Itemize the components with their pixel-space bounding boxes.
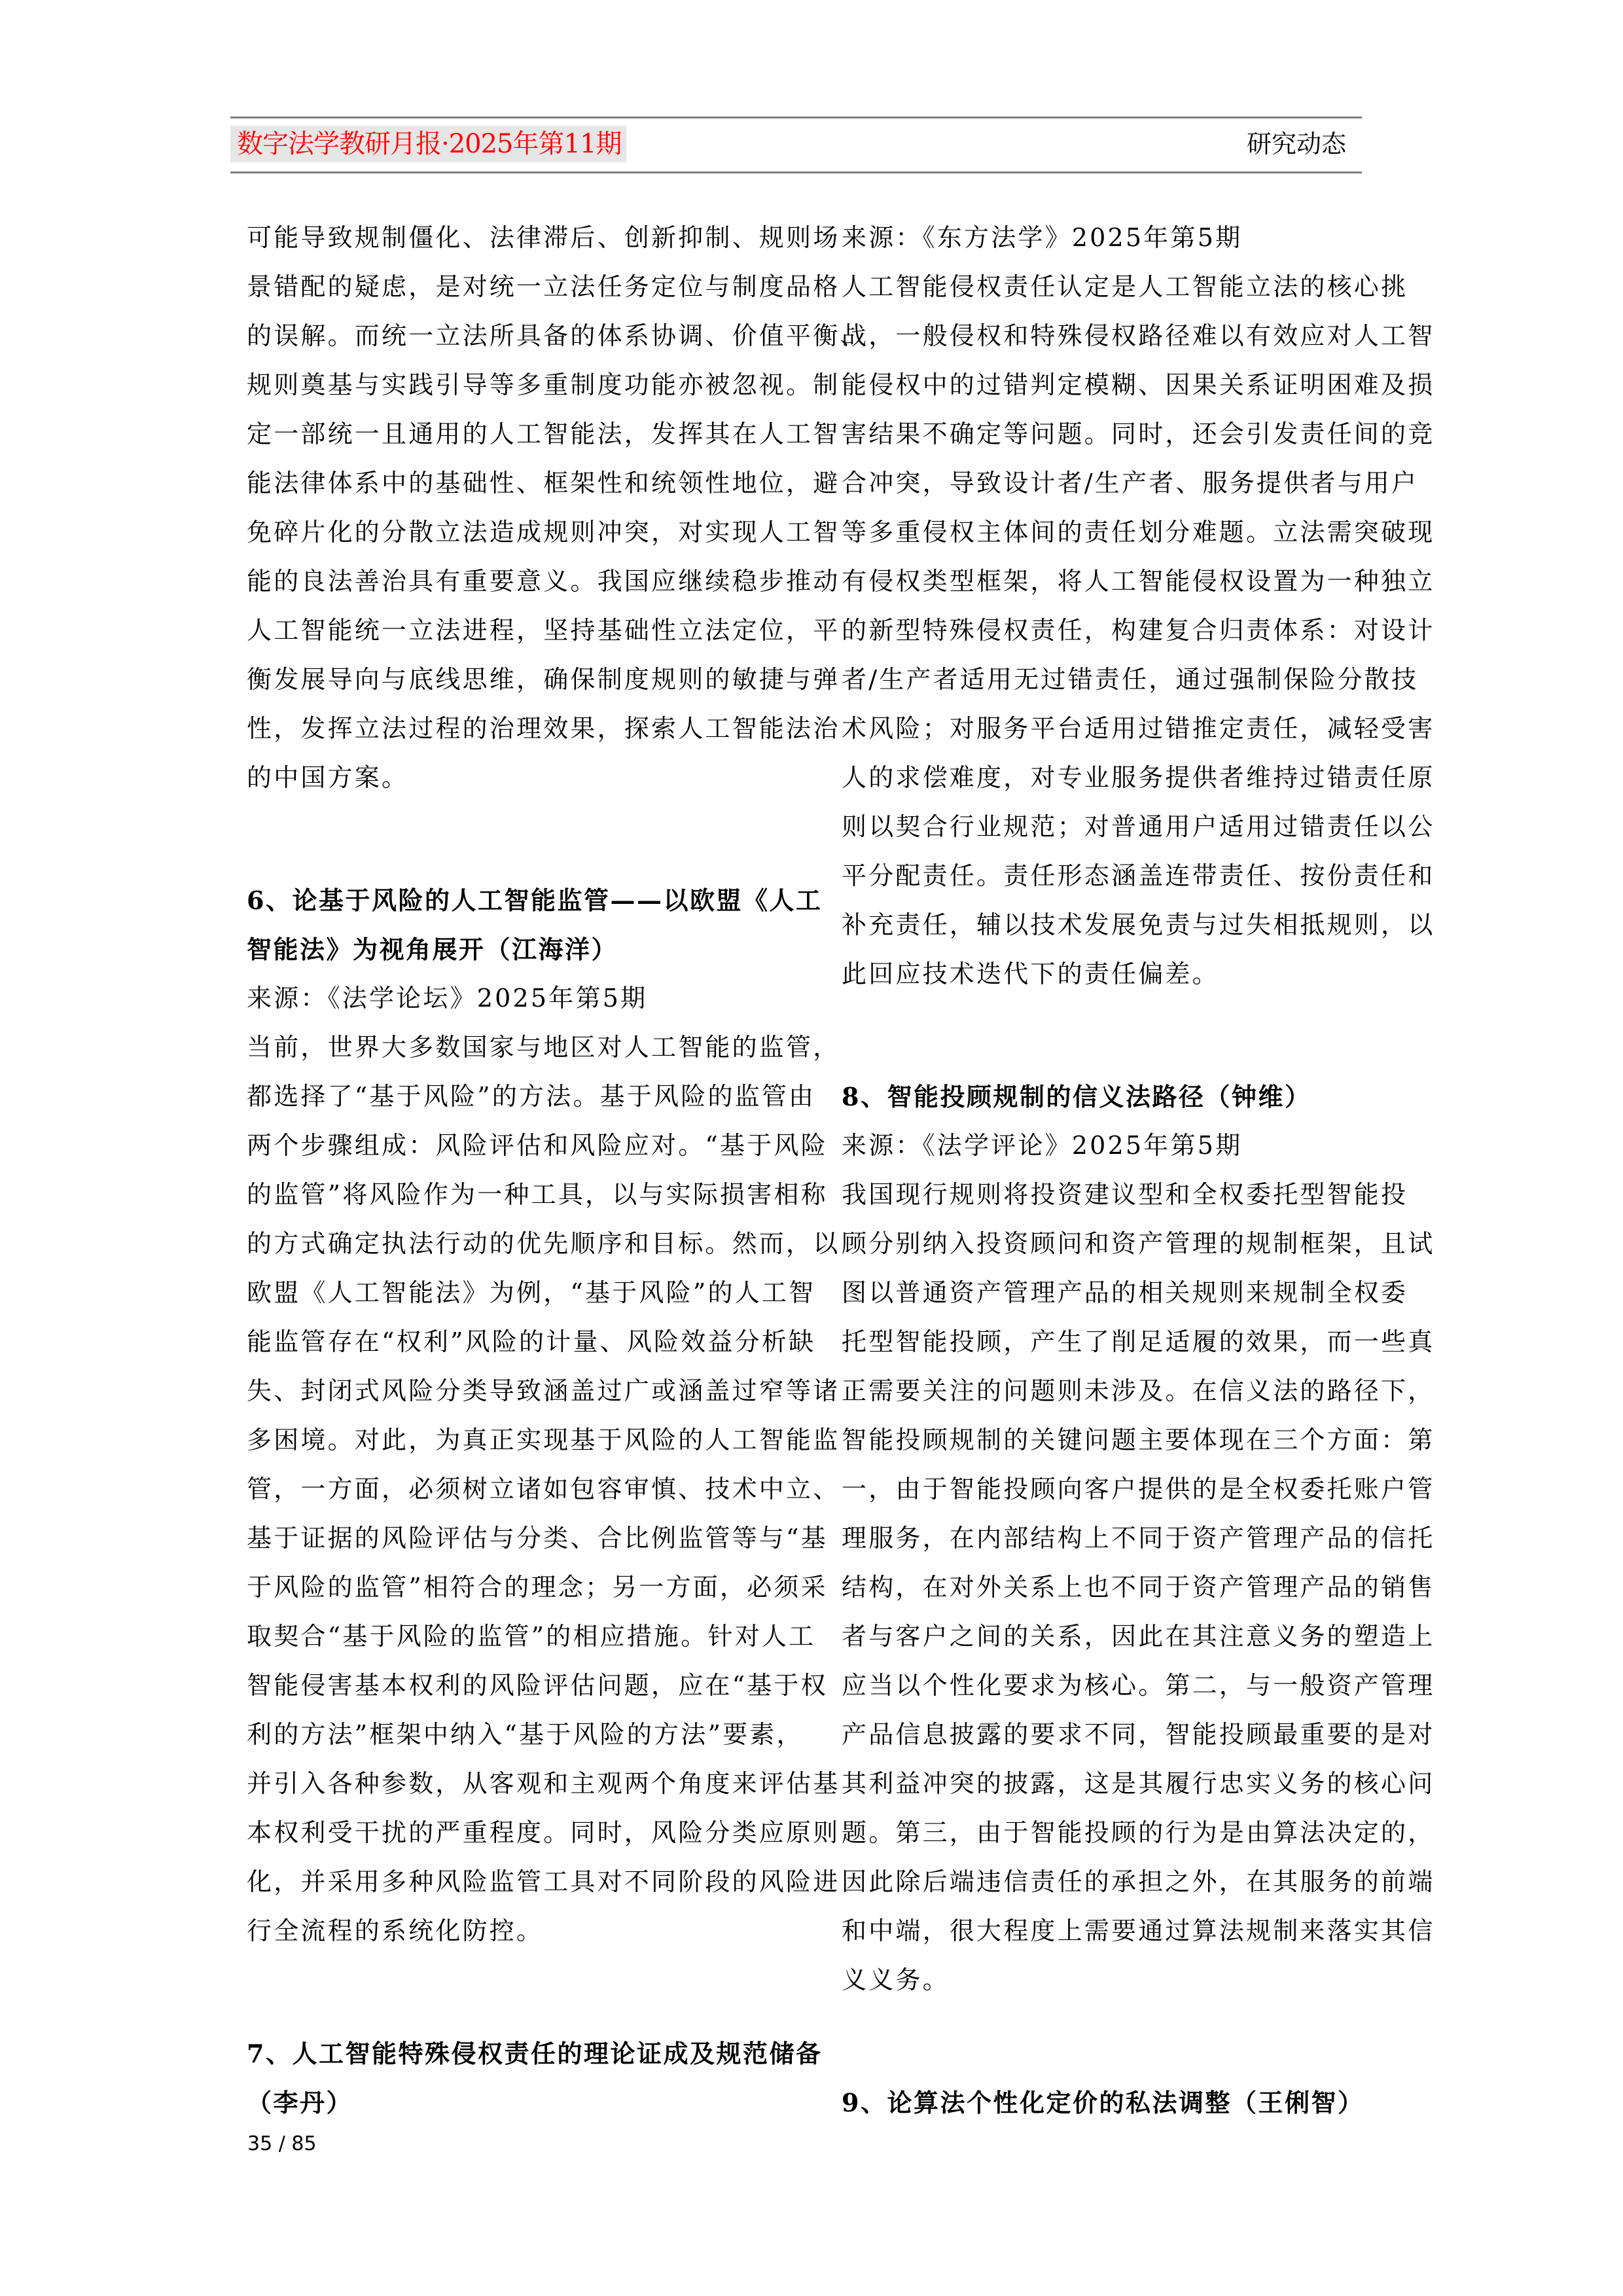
article-title: [247, 2029, 836, 2127]
text-line: 的监管”将风险作为一种工具，以与实际损害相称: [247, 1180, 828, 1209]
journal-title: 数字法学教研月报·2025年第11期: [230, 126, 626, 162]
text-line: 规则奠基与实践引导等多重制度功能亦被忽视。制: [247, 370, 840, 399]
text-line: 并引入各种参数，从客观和主观两个角度来评估基: [247, 1769, 840, 1798]
header-top-rule: [230, 117, 1362, 118]
spacer: [842, 999, 1431, 1048]
title-line: 6、论基于风险的人工智能监管——以欧盟《人工: [247, 886, 823, 915]
text-line: 当前，世界大多数国家与地区对人工智能的监管，: [247, 1033, 840, 1062]
text-line: 补充责任，辅以技术发展免责与过失相抵规则，以: [842, 910, 1435, 939]
article-source: 来源：《法学评论》2025年第5期: [842, 1131, 1243, 1160]
article-7: [247, 2029, 836, 2127]
text-line: 衡发展导向与底线思维，确保制度规则的敏捷与弹: [247, 665, 840, 694]
text-line: 害结果不确定等问题。同时，还会引发责任间的竞: [842, 420, 1435, 448]
text-line: 者/生产者适用无过错责任，通过强制保险分散技: [842, 665, 1419, 694]
spacer: [842, 2005, 1431, 2054]
spacer: [247, 852, 836, 876]
text-line: 两个步骤组成：风险评估和风险应对。“基于风险: [247, 1131, 828, 1160]
text-line: 人的求偿难度，对专业服务提供者维持过错责任原: [842, 763, 1435, 792]
text-line: 平分配责任。责任形态涵盖连带责任、按份责任和: [842, 861, 1435, 890]
page-number: 35 / 85: [247, 2132, 317, 2155]
text-line: 于风险的监管”相符合的理念；另一方面，必须采: [247, 1573, 828, 1602]
text-line: 者与客户之间的关系，因此在其注意义务的塑造上: [842, 1622, 1435, 1651]
text-line: 有侵权类型框架，将人工智能侵权设置为一种独立: [842, 567, 1435, 596]
text-line: 结构，在对外关系上也不同于资产管理产品的销售: [842, 1573, 1435, 1602]
text-line: 免碎片化的分散立法造成规则冲突，对实现人工智: [247, 518, 840, 547]
spacer: [842, 1048, 1431, 1072]
text-line: 正需要关注的问题则未涉及。在信义法的路径下，: [842, 1376, 1435, 1405]
article-abstract: [842, 262, 1435, 999]
text-line: 则以契合行业规范；对普通用户适用过错责任以公: [842, 812, 1435, 841]
text-line: 我国现行规则将投资建议型和全权委托型智能投: [842, 1180, 1408, 1209]
section-label: 研究动态: [1246, 130, 1346, 158]
text-line: 托型智能投顾，产生了削足适履的效果，而一些真: [842, 1327, 1435, 1356]
text-line: 利的方法”框架中纳入“基于风险的方法”要素，: [247, 1720, 804, 1749]
text-line: 定一部统一且通用的人工智能法，发挥其在人工智: [247, 420, 840, 448]
text-line: 术风险；对服务平台适用过错推定责任，减轻受害: [842, 714, 1435, 743]
text-line: 合冲突，导致设计者/生产者、服务提供者与用户: [842, 469, 1419, 497]
article-8: [842, 1072, 1435, 2005]
right-column: [842, 213, 1435, 2127]
text-line: 智能侵害基本权利的风险评估问题，应在“基于权: [247, 1671, 828, 1700]
text-line: 能侵权中的过错判定模糊、因果关系证明困难及损: [842, 370, 1435, 399]
article-title: [842, 2078, 1431, 2127]
text-line: 的新型特殊侵权责任，构建复合归责体系：对设计: [842, 616, 1435, 645]
spacer: [247, 802, 836, 852]
text-line: 的误解。而统一立法所具备的体系协调、价值平衡、: [247, 321, 867, 350]
text-line: 性，发挥立法过程的治理效果，探索人工智能法治: [247, 714, 840, 743]
text-line: 人工智能侵权责任认定是人工智能立法的核心挑: [842, 272, 1408, 301]
text-line: 能监管存在“权利”风险的计量、风险效益分析缺: [247, 1327, 816, 1356]
text-line: 取契合“基于风险的监管”的相应措施。针对人工: [247, 1622, 816, 1651]
article-7-continued: [842, 213, 1435, 999]
text-line: 景错配的疑虑，是对统一立法任务定位与制度品格: [247, 272, 840, 301]
text-line: 和中端，很大程度上需要通过算法规制来落实其信: [842, 1916, 1435, 1945]
text-line: 行全流程的系统化防控。: [247, 1916, 544, 1945]
article-abstract: [842, 1170, 1435, 2005]
text-line: 能的良法善治具有重要意义。我国应继续稳步推动: [247, 567, 840, 596]
text-line: 基于证据的风险评估与分类、合比例监管等与“基: [247, 1524, 828, 1552]
text-line: 能法律体系中的基础性、框架性和统领性地位，避: [247, 469, 840, 497]
article-6: [247, 876, 840, 1956]
header-bottom-rule: [230, 171, 1362, 173]
article-source: 来源：《法学论坛》2025年第5期: [247, 984, 648, 1013]
text-line: 图以普通资产管理产品的相关规则来规制全权委: [842, 1278, 1408, 1307]
text-line: 战，一般侵权和特殊侵权路径难以有效应对人工智: [842, 321, 1435, 350]
text-line: 一，由于智能投顾向客户提供的是全权委托账户管: [842, 1475, 1435, 1503]
text-line: 化，并采用多种风险监管工具对不同阶段的风险进: [247, 1867, 840, 1896]
text-line: 此回应技术迭代下的责任偏差。: [842, 960, 1219, 988]
continuation-paragraph: [247, 213, 867, 802]
text-line: 应当以个性化要求为核心。第二，与一般资产管理: [842, 1671, 1435, 1700]
article-source: 来源：《东方法学》2025年第5期: [842, 223, 1243, 252]
text-line: 本权利受干扰的严重程度。同时，风险分类应原则: [247, 1818, 840, 1847]
spacer: [247, 1956, 836, 2005]
title-line: 7、人工智能特殊侵权责任的理论证成及规范储备: [247, 2039, 823, 2068]
text-line: 的方式确定执法行动的优先顺序和目标。然而，以: [247, 1229, 840, 1258]
text-line: 失、封闭式风险分类导致涵盖过广或涵盖过窄等诸: [247, 1376, 840, 1405]
text-line: 都选择了“基于风险”的方法。基于风险的监管由: [247, 1082, 816, 1111]
title-line: 8、智能投顾规制的信义法路径（钟维）: [842, 1082, 1311, 1111]
text-line: 其利益冲突的披露，这是其履行忠实义务的核心问: [842, 1769, 1435, 1798]
text-line: 理服务，在内部结构上不同于资产管理产品的信托: [842, 1524, 1435, 1552]
text-line: 欧盟《人工智能法》为例，“基于风险”的人工智: [247, 1278, 816, 1307]
text-line: 题。第三，由于智能投顾的行为是由算法决定的，: [842, 1818, 1435, 1847]
text-line: 产品信息披露的要求不同，智能投顾最重要的是对: [842, 1720, 1435, 1749]
spacer: [842, 2054, 1431, 2078]
article-title: [842, 1072, 1431, 1121]
text-line: 多困境。对此，为真正实现基于风险的人工智能监: [247, 1426, 840, 1454]
article-title: [247, 876, 836, 974]
left-column: [247, 213, 867, 2127]
title-line: 智能法》为视角展开（江海洋）: [247, 935, 618, 964]
text-line: 顾分别纳入投资顾问和资产管理的规制框架，且试: [842, 1229, 1435, 1258]
title-line: 9、论算法个性化定价的私法调整（王俐智）: [842, 2088, 1364, 2117]
article-abstract: [247, 1023, 840, 1956]
text-line: 因此除后端违信责任的承担之外，在其服务的前端: [842, 1867, 1435, 1896]
article-9: [842, 2078, 1431, 2127]
spacer: [247, 2005, 836, 2029]
text-line: 的中国方案。: [247, 763, 409, 792]
text-line: 管，一方面，必须树立诸如包容审慎、技术中立、: [247, 1475, 840, 1503]
text-line: 等多重侵权主体间的责任划分难题。立法需突破现: [842, 518, 1435, 547]
text-line: 智能投顾规制的关键问题主要体现在三个方面：第: [842, 1426, 1435, 1454]
text-line: 人工智能统一立法进程，坚持基础性立法定位，平: [247, 616, 840, 645]
title-line: （李丹）: [247, 2088, 353, 2117]
text-line: 义义务。: [842, 1965, 950, 1994]
text-line: 可能导致规制僵化、法律滞后、创新抑制、规则场: [247, 223, 840, 252]
